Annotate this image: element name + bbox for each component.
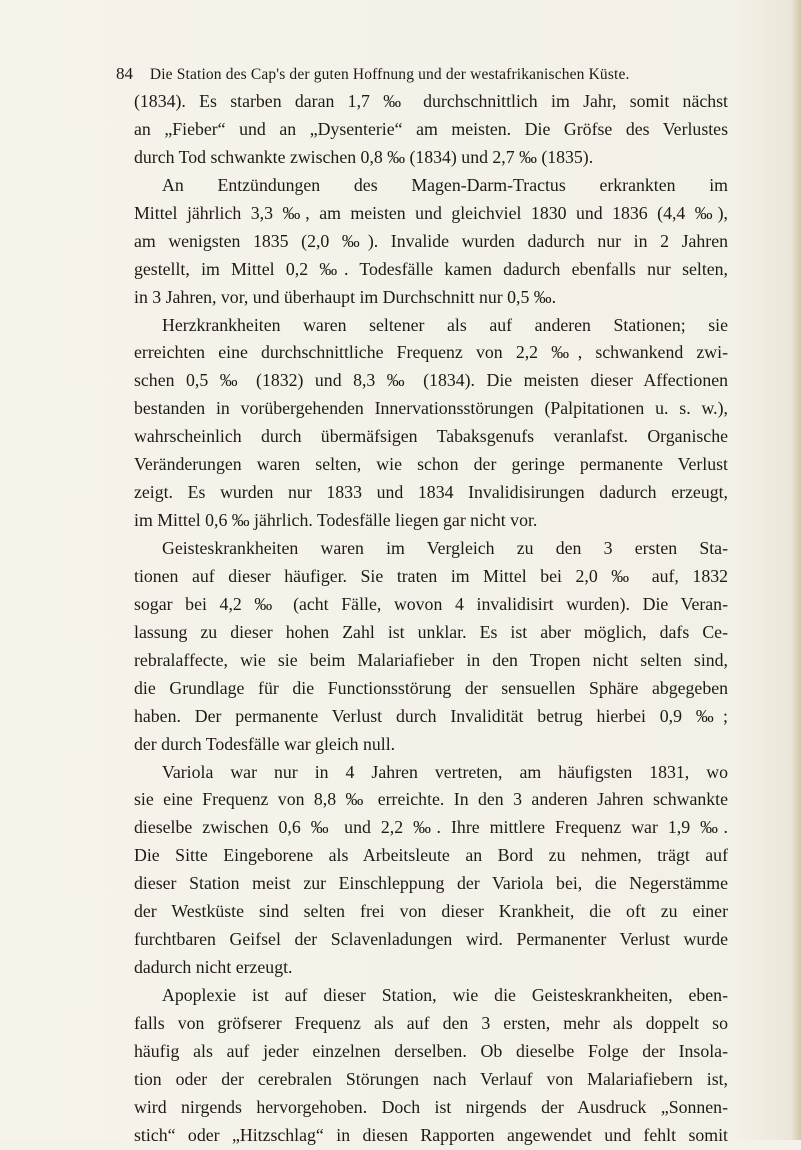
text-line: sie eine Frequenz von 8,8 ‰ erreichte. In den 3 anderen Jahren schwankte <box>134 789 728 810</box>
text-line: rebralaffecte, wie sie beim Malariafieber in den Tropen nicht selten sind, <box>134 649 728 670</box>
text-line: tion oder der cerebralen Störungen nach Verlauf von Malariafiebern ist, <box>134 1068 728 1089</box>
page-edge-shadow <box>791 0 801 1140</box>
text-line: Die Sitte Eingeborene als Arbeitsleute an Bord zu nehmen, trägt auf <box>134 845 728 866</box>
text-line: Geisteskrankheiten waren im Vergleich zu den 3 ersten Sta- <box>162 538 728 558</box>
text-line: der durch Todesfälle war gleich null. <box>134 733 396 754</box>
text-line: sogar bei 4,2 ‰ (acht Fälle, wovon 4 invalidisirt wurden). Die Veran- <box>134 593 728 614</box>
text-line: im Mittel 0,6 ‰ jährlich. Todesfälle liegen gar nicht vor. <box>134 510 538 531</box>
text-line: an „Fieber“ und an „Dysenterie“ am meisten. Die Gröfse des Verlustes <box>134 118 728 139</box>
page-number: 84 <box>116 64 133 83</box>
text-line: falls von gröfserer Frequenz als auf den 3 ersten, mehr als doppelt so <box>134 1012 728 1033</box>
text-line: dadurch nicht erzeugt. <box>134 957 293 978</box>
text-line: stich“ oder „Hitzschlag“ in diesen Rapporten angewendet und fehlt somit <box>134 1124 728 1145</box>
running-title: Die Station des Cap's der guten Hoffnung und der westafrikanischen Küste. <box>149 66 630 83</box>
text-line: der Westküste sind selten frei von dieser Krankheit, die oft zu einer <box>134 901 728 922</box>
body-text <box>134 88 728 1150</box>
text-line: dieselbe zwischen 0,6 ‰ und 2,2 ‰. Ihre mittlere Frequenz war 1,9 ‰. <box>134 817 728 838</box>
text-line: (1834). Es starben daran 1,7 ‰ durchschnittlich im Jahr, somit nächst <box>134 91 728 111</box>
text-line: An Entzündungen des Magen-Darm-Tractus erkrankten im <box>162 174 728 195</box>
text-line: häufig als auf jeder einzelnen derselben. Ob dieselbe Folge der Insola- <box>134 1040 728 1061</box>
text-line: wahrscheinlich durch übermäfsigen Tabaksgenufs veranlafst. Organische <box>134 426 728 447</box>
text-line: lassung zu dieser hohen Zahl ist unklar. Es ist aber möglich, dafs Ce- <box>134 621 728 642</box>
text-line: Herzkrankheiten waren seltener als auf anderen Stationen; sie <box>162 314 728 335</box>
text-line: in 3 Jahren, vor, und überhaupt im Durchschnitt nur 0,5 ‰. <box>134 286 557 307</box>
text-line: die Grundlage für die Functionsstörung der sensuellen Sphäre abgegeben <box>134 677 728 698</box>
text-line: tionen auf dieser häufiger. Sie traten im Mittel bei 2,0 ‰ auf, 1832 <box>134 565 728 586</box>
text-line: dieser Station meist zur Einschleppung der Variola bei, die Negerstämme <box>134 873 728 894</box>
text-line: erreichten eine durchschnittliche Frequenz von 2,2 ‰, schwankend zwi- <box>134 342 728 363</box>
text-line: wird nirgends hervorgehoben. Doch ist nirgends der Ausdruck „Sonnen- <box>134 1096 728 1117</box>
text-line: Apoplexie ist auf dieser Station, wie die Geisteskrankheiten, eben- <box>162 985 728 1005</box>
text-line: gestellt, im Mittel 0,2 ‰. Todesfälle kamen dadurch ebenfalls nur selten, <box>134 258 728 279</box>
text-line: haben. Der permanente Verlust durch Invalidität betrug hierbei 0,9 ‰; <box>134 705 728 726</box>
text-line: zeigt. Es wurden nur 1833 und 1834 Invalidisirungen dadurch erzeugt, <box>134 482 728 503</box>
text-line: Mittel jährlich 3,3 ‰, am meisten und gleichviel 1830 und 1836 (4,4 ‰), <box>134 202 728 223</box>
text-line: schen 0,5 ‰ (1832) und 8,3 ‰ (1834). Die meisten dieser Affectionen <box>134 370 728 391</box>
text-line: furchtbaren Geifsel der Sclavenladungen wird. Permanenter Verlust wurde <box>134 929 728 950</box>
text-line: Veränderungen waren selten, wie schon der geringe permanente Verlust <box>134 454 728 475</box>
text-line: bestanden in vorübergehenden Innervationsstörungen (Palpitationen u. s. w.), <box>134 398 728 419</box>
text-line: Variola war nur in 4 Jahren vertreten, am häufigsten 1831, wo <box>162 761 728 782</box>
running-header <box>116 64 716 84</box>
text-line: am wenigsten 1835 (2,0 ‰). Invalide wurden dadurch nur in 2 Jahren <box>134 230 728 251</box>
text-line: durch Tod schwankte zwischen 0,8 ‰ (1834) und 2,7 ‰ (1835). <box>134 146 594 167</box>
